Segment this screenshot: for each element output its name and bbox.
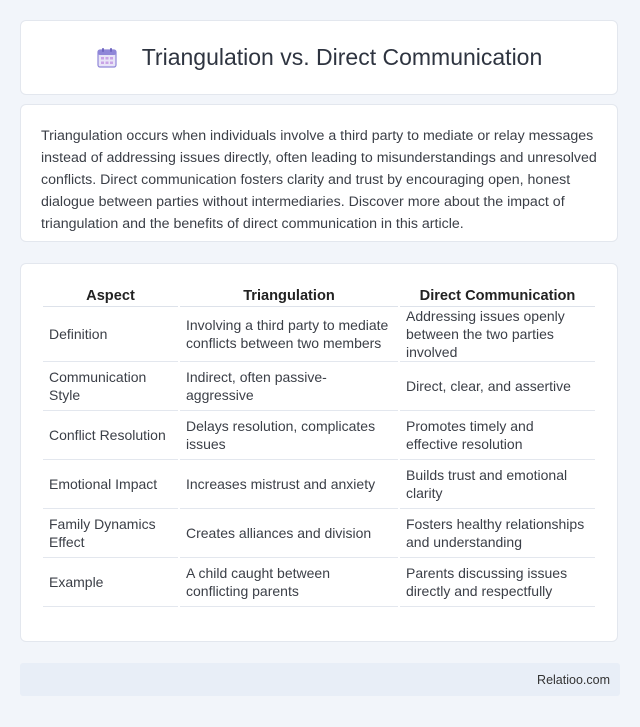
table-row (43, 460, 595, 509)
cell-triangulation: Increases mistrust and anxiety (180, 460, 398, 509)
comparison-table (41, 282, 597, 607)
cell-triangulation: Delays resolution, complicates issues (180, 411, 398, 460)
intro-paragraph: Triangulation occurs when individuals involve a third party to mediate or relay messages instead of addressing issues directly, often leading to misunderstandings and unresolved conflicts. Direct communication fosters clarity and trust by encouraging open, honest dialogue between parties without intermediaries. Discover more about the impact of triangulation and the benefits of direct communication in this article. (41, 128, 597, 232)
cell-aspect: Conflict Resolution (43, 411, 178, 460)
cell-aspect: Example (43, 558, 178, 607)
table-row (43, 558, 595, 607)
table-row (43, 509, 595, 558)
header-triangulation: Triangulation (180, 282, 398, 307)
cell-triangulation: Indirect, often passive-aggressive (180, 362, 398, 411)
calendar-icon (96, 47, 118, 69)
cell-direct: Fosters healthy relationships and understanding (400, 509, 595, 558)
cell-aspect: Emotional Impact (43, 460, 178, 509)
footer (20, 663, 620, 696)
cell-aspect: Family Dynamics Effect (43, 509, 178, 558)
table-header-row (43, 282, 595, 307)
title-card (20, 20, 618, 95)
table-row (43, 411, 595, 460)
cell-direct: Addressing issues openly between the two parties involved (400, 307, 595, 362)
table-row (43, 307, 595, 362)
header-direct-communication: Direct Communication (400, 282, 595, 307)
cell-aspect: Communication Style (43, 362, 178, 411)
cell-triangulation: A child caught between conflicting parents (180, 558, 398, 607)
page-title-text: Triangulation vs. Direct Communication (141, 44, 543, 70)
cell-direct: Builds trust and emotional clarity (400, 460, 595, 509)
table-row (43, 362, 595, 411)
cell-direct: Direct, clear, and assertive (400, 362, 595, 411)
cell-triangulation: Creates alliances and division (180, 509, 398, 558)
intro-card (20, 104, 618, 242)
footer-brand[interactable]: Relatioo.com (537, 672, 610, 687)
cell-direct: Promotes timely and effective resolution (400, 411, 595, 460)
cell-aspect: Definition (43, 307, 178, 362)
page-title (96, 44, 543, 71)
cell-triangulation: Involving a third party to mediate conflicts between two members (180, 307, 398, 362)
cell-direct: Parents discussing issues directly and respectfully (400, 558, 595, 607)
comparison-card (20, 263, 618, 642)
header-aspect: Aspect (43, 282, 178, 307)
